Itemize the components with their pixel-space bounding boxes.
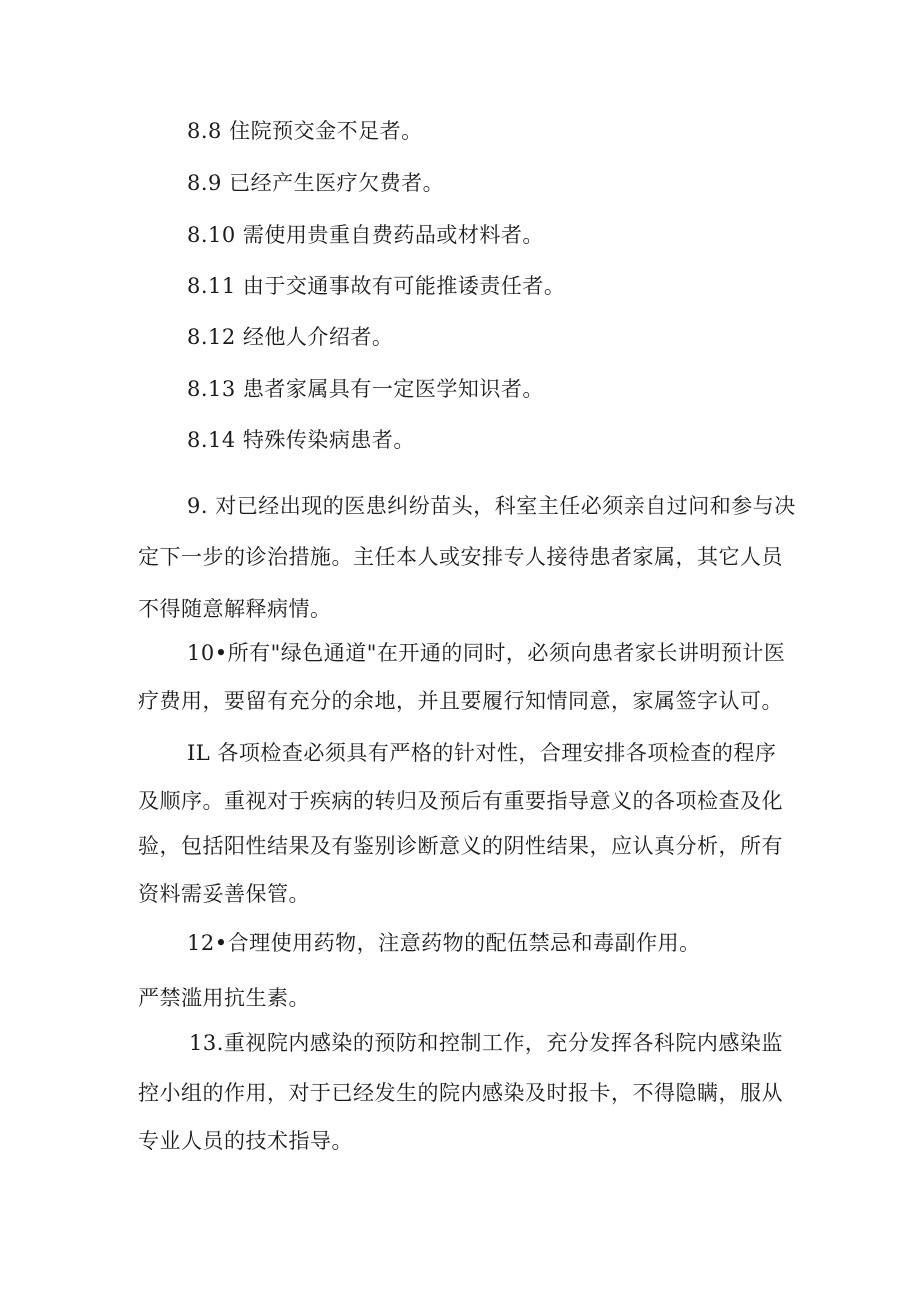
- list-item: 8.13 患者家属具有一定医学知识者。: [187, 377, 544, 401]
- list-item: 8.11 由于交通事故有可能推诿责任者。: [187, 274, 566, 298]
- list-item: 8.10 需使用贵重自费药品或材料者。: [187, 223, 544, 247]
- paragraph-line: 疗费用，要留有充分的余地，并且要履行知情同意，家属签字认可。: [138, 689, 783, 713]
- list-item: 8.9 已经产生医疗欠费者。: [187, 171, 445, 195]
- paragraph-line: 9. 对已经出现的医患纠纷苗头，科室主任必须亲自过问和参与决: [187, 494, 796, 518]
- paragraph-line: 控小组的作用，对于已经发生的院内感染及时报卡，不得隐瞒，服从: [138, 1081, 783, 1105]
- paragraph-line: 资料需妥善保管。: [138, 882, 310, 906]
- paragraph-line: 定下一步的诊治措施。主任本人或安排专人接待患者家属，其它人员: [138, 545, 783, 569]
- paragraph-line: 10•所有"绿色通道"在开通的同时，必须向患者家长讲明预计医: [187, 641, 786, 665]
- paragraph-line: 及顺序。重视对于疾病的转归及预后有重要指导意义的各项检查及化: [138, 789, 783, 813]
- paragraph-line: IL 各项检查必须具有严格的针对性，合理安排各项检查的程序: [187, 741, 777, 765]
- paragraph-line: 严禁滥用抗生素。: [138, 986, 310, 1010]
- paragraph-line: 13.重视院内感染的预防和控制工作，充分发挥各科院内感染监: [189, 1031, 783, 1055]
- list-item: 8.14 特殊传染病患者。: [187, 428, 415, 452]
- paragraph-line: 12•合理使用药物，注意药物的配伍禁忌和毒副作用。: [187, 931, 701, 955]
- paragraph-line: 专业人员的技术指导。: [138, 1129, 353, 1153]
- paragraph-line: 验，包括阳性结果及有鉴别诊断意义的阴性结果，应认真分析，所有: [138, 834, 783, 858]
- list-item: 8.12 经他人介绍者。: [187, 325, 394, 349]
- list-item: 8.8 住院预交金不足者。: [187, 119, 423, 143]
- paragraph-line: 不得随意解释病情。: [138, 597, 332, 621]
